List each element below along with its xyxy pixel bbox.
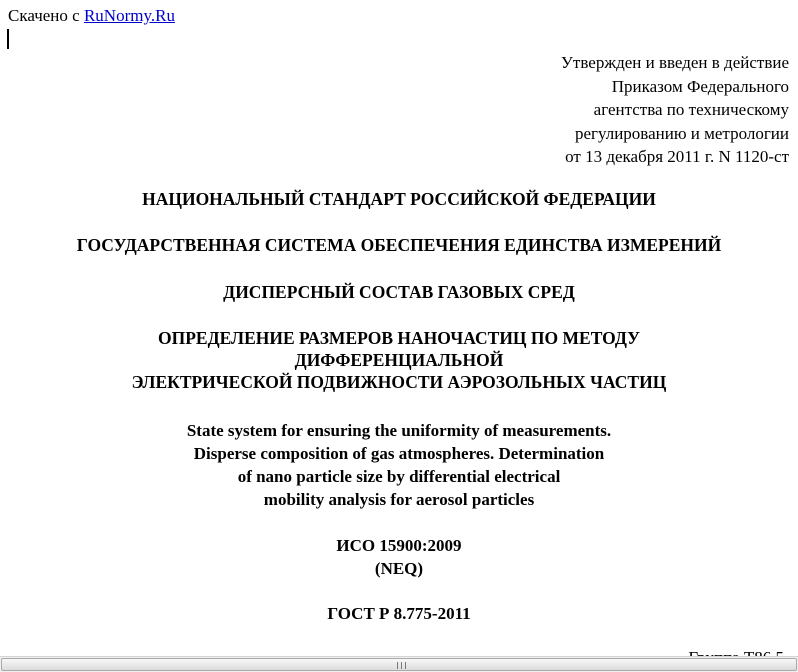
grip-icon: [397, 662, 406, 669]
determination-line: ОПРЕДЕЛЕНИЕ РАЗМЕРОВ НАНОЧАСТИЦ ПО МЕТОДУ: [157, 328, 640, 348]
horizontal-scrollbar[interactable]: [0, 656, 798, 672]
iso-block: [0, 534, 798, 580]
determination-line: ДИФФЕРЕНЦИАЛЬНОЙ: [294, 350, 504, 370]
download-source-line: [8, 6, 175, 26]
iso-code: ИСО 15900:2009: [336, 536, 462, 555]
state-system-heading: ГОСУДАРСТВЕННАЯ СИСТЕМА ОБЕСПЕЧЕНИЯ ЕДИНСТВА ИЗМЕРЕНИЙ: [76, 235, 722, 255]
determination-line: ЭЛЕКТРИЧЕСКОЙ ПОДВИЖНОСТИ АЭРОЗОЛЬНЫХ ЧАСТИЦ: [131, 372, 667, 392]
approval-line: Утвержден и введен в действие: [560, 53, 789, 72]
approval-line: Приказом Федерального: [611, 76, 789, 96]
approval-line: агентства по техническому: [593, 100, 789, 119]
english-title-line: mobility analysis for aerosol particles: [263, 490, 535, 509]
download-prefix: Скачено с: [8, 6, 84, 25]
english-title-line: of nano particle size by differential electrical: [237, 467, 561, 486]
gost-code: ГОСТ Р 8.775-2011: [327, 604, 471, 623]
determination-heading: [0, 327, 798, 393]
text-cursor: [7, 29, 9, 49]
approval-block: [561, 51, 789, 169]
runormy-link[interactable]: RuNormy.Ru: [83, 6, 175, 25]
iso-equivalence: (NEQ): [374, 559, 424, 578]
english-title-line: Disperse composition of gas atmospheres. Determination: [193, 444, 605, 463]
english-title-line: State system for ensuring the uniformity of measurements.: [186, 421, 612, 440]
national-standard-heading: НАЦИОНАЛЬНЫЙ СТАНДАРТ РОССИЙСКОЙ ФЕДЕРАЦИИ: [142, 189, 656, 209]
disperse-heading: ДИСПЕРСНЫЙ СОСТАВ ГАЗОВЫХ СРЕД: [223, 282, 575, 302]
scrollbar-thumb[interactable]: [1, 658, 797, 671]
english-title: [0, 419, 798, 511]
approval-line: от 13 декабря 2011 г. N 1120-ст: [565, 147, 789, 166]
approval-line: регулированию и метрологии: [574, 123, 789, 143]
